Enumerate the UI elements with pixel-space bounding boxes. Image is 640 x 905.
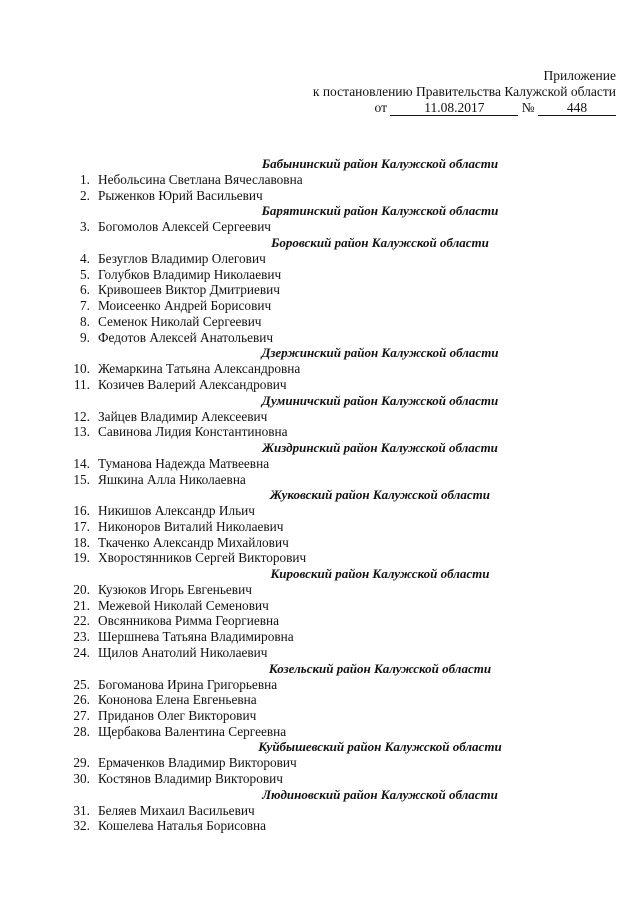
item-number: 2. <box>80 187 90 203</box>
item-number: 19. <box>73 550 90 566</box>
item-number: 13. <box>73 424 90 440</box>
list-item <box>60 267 580 283</box>
number-label: № <box>521 100 535 115</box>
item-number: 31. <box>73 802 90 818</box>
list-item <box>60 330 580 346</box>
list-item <box>60 251 580 267</box>
appendix-header <box>313 68 616 116</box>
list-item <box>60 503 580 519</box>
list-item <box>60 472 580 488</box>
item-number: 30. <box>73 770 90 786</box>
item-number: 9. <box>80 329 90 345</box>
resolution-number: 448 <box>538 101 616 116</box>
list-item <box>60 550 580 566</box>
person-name: Туманова Надежда Матвеевна <box>98 455 270 471</box>
item-number: 22. <box>73 613 90 629</box>
list-item <box>60 582 580 598</box>
list-item <box>60 219 580 235</box>
person-name: Небольсина Светлана Вячеславовна <box>98 172 303 187</box>
district-heading: Кировский район Калужской области <box>270 566 490 582</box>
item-number: 16. <box>73 503 90 519</box>
person-name: Козичев Валерий Александрович <box>98 376 287 392</box>
district-heading: Жиздринский район Калужской области <box>262 439 498 455</box>
person-name: Костянов Владимир Викторович <box>98 770 283 786</box>
list-item <box>60 361 580 377</box>
district-heading: Дзержинский район Калужской области <box>261 345 499 361</box>
list-item <box>60 803 580 819</box>
item-number: 7. <box>80 298 90 314</box>
district-heading: Жуковский район Калужской области <box>270 487 490 503</box>
person-name: Кононова Елена Евгеньевна <box>98 692 257 708</box>
district-heading: Людиновский район Калужской области <box>262 786 498 802</box>
person-name: Савинова Лидия Константиновна <box>98 424 288 440</box>
district-heading: Думиничский район Калужской области <box>261 392 499 408</box>
district-heading: Боровский район Калужской области <box>271 235 489 251</box>
list-item <box>60 613 580 629</box>
item-number: 21. <box>73 597 90 613</box>
list-item <box>60 771 580 787</box>
item-number: 29. <box>73 755 90 771</box>
resolution-date-number <box>313 100 616 116</box>
person-name: Федотов Алексей Анатольевич <box>98 329 274 345</box>
list-item <box>60 645 580 661</box>
person-name: Безуглов Владимир Олегович <box>98 251 266 267</box>
list-item <box>60 314 580 330</box>
list-item <box>60 755 580 771</box>
item-number: 14. <box>73 455 90 471</box>
list-item <box>60 724 580 740</box>
item-number: 20. <box>73 582 90 598</box>
person-name: Ермаченков Владимир Викторович <box>98 755 297 771</box>
item-number: 12. <box>73 408 90 424</box>
item-number: 10. <box>73 361 90 377</box>
person-name: Межевой Николай Семенович <box>98 597 269 613</box>
person-name: Кошелева Наталья Борисовна <box>98 818 267 834</box>
people-list <box>60 156 580 834</box>
list-item <box>60 818 580 834</box>
item-number: 4. <box>80 251 90 267</box>
person-name: Голубков Владимир Николаевич <box>98 266 282 282</box>
item-number: 24. <box>73 644 90 660</box>
person-name: Моисеенко Андрей Борисович <box>98 298 272 314</box>
list-item <box>60 456 580 472</box>
person-name: Ткаченко Александр Михайлович <box>98 534 289 550</box>
item-number: 15. <box>73 471 90 487</box>
district-heading: Козельский район Калужской области <box>268 660 492 676</box>
person-name: Кузюков Игорь Евгеньевич <box>98 582 252 598</box>
item-number: 25. <box>73 676 90 692</box>
person-name: Богомолов Алексей Сергеевич <box>98 219 271 235</box>
item-number: 11. <box>73 376 90 392</box>
item-number: 17. <box>73 519 90 534</box>
person-name: Зайцев Владимир Алексеевич <box>98 408 268 424</box>
item-number: 1. <box>80 172 90 187</box>
list-item <box>60 708 580 724</box>
item-number: 18. <box>73 534 90 550</box>
list-item <box>60 282 580 298</box>
item-number: 26. <box>73 692 90 708</box>
resolution-date: 11.08.2017 <box>390 101 518 116</box>
from-label: от <box>374 100 387 115</box>
person-name: Семенок Николай Сергеевич <box>98 313 262 329</box>
item-number: 28. <box>73 723 90 739</box>
person-name: Беляев Михаил Васильевич <box>98 802 255 818</box>
person-name: Кривошеев Виктор Дмитриевич <box>98 282 280 298</box>
person-name: Овсянникова Римма Георгиевна <box>98 613 280 629</box>
item-number: 5. <box>80 266 90 282</box>
person-name: Щилов Анатолий Николаевич <box>98 644 268 660</box>
person-name: Никоноров Виталий Николаевич <box>98 519 284 534</box>
list-item <box>60 298 580 314</box>
list-item <box>60 188 580 204</box>
person-name: Никишов Александр Ильич <box>98 503 255 519</box>
person-name: Щербакова Валентина Сергеевна <box>98 723 287 739</box>
person-name: Шершнева Татьяна Владимировна <box>98 629 294 645</box>
appendix-title: Приложение <box>543 68 616 83</box>
item-number: 6. <box>80 282 90 298</box>
list-item <box>60 409 580 425</box>
person-name: Приданов Олег Викторович <box>98 707 257 723</box>
person-name: Яшкина Алла Николаевна <box>98 471 246 487</box>
district-heading: Куйбышевский район Калужской области <box>258 739 502 755</box>
list-item <box>60 535 580 551</box>
list-item <box>60 519 580 535</box>
list-item <box>60 377 580 393</box>
list-item <box>60 692 580 708</box>
resolution-reference: к постановлению Правительства Калужской области <box>312 84 616 99</box>
list-item <box>60 629 580 645</box>
district-heading: Барятинский район Калужской области <box>261 203 499 219</box>
list-item <box>60 172 580 188</box>
district-heading: Бабынинский район Калужской области <box>261 156 499 171</box>
person-name: Жемаркина Татьяна Александровна <box>98 361 301 377</box>
item-number: 27. <box>73 707 90 723</box>
person-name: Богоманова Ирина Григорьевна <box>98 676 278 692</box>
list-item <box>60 598 580 614</box>
item-number: 32. <box>73 818 90 834</box>
item-number: 23. <box>73 629 90 645</box>
list-item <box>60 424 580 440</box>
item-number: 3. <box>80 219 90 235</box>
person-name: Хворостянников Сергей Викторович <box>98 550 307 566</box>
person-name: Рыженков Юрий Васильевич <box>98 187 263 203</box>
list-item <box>60 677 580 693</box>
item-number: 8. <box>80 313 90 329</box>
